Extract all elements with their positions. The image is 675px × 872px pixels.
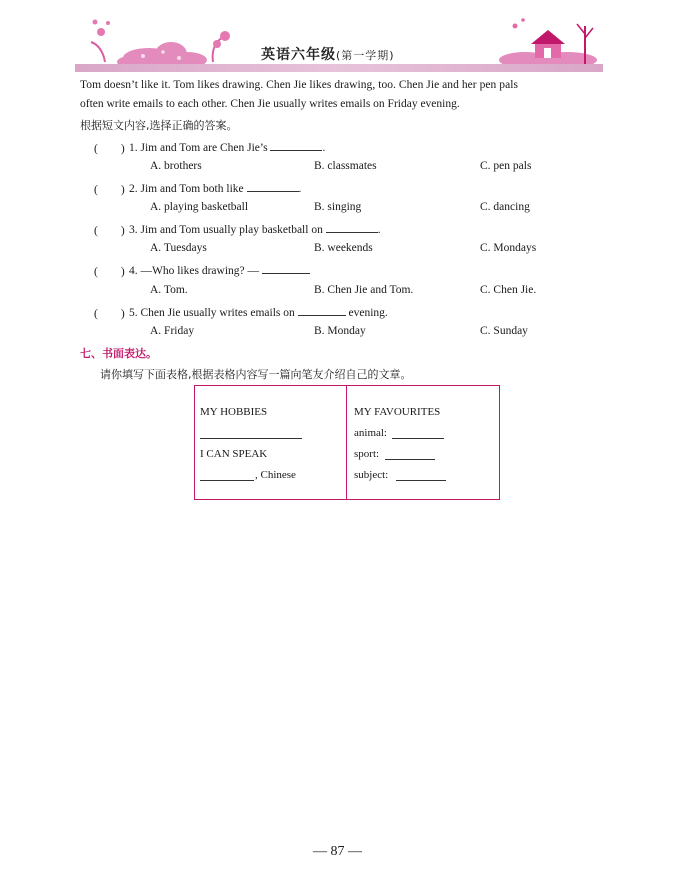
passage-line-2: often write emails to each other. Chen Jie usually writes emails on Friday evening. <box>80 98 460 110</box>
subject-label: subject: <box>354 469 389 481</box>
q3-stem <box>129 222 381 238</box>
q4-blank[interactable] <box>262 263 310 274</box>
sport-label: sport: <box>354 448 380 460</box>
q3-option-a[interactable]: A. Tuesdays <box>150 242 207 254</box>
q1-answer-paren[interactable]: ( ) <box>94 143 125 155</box>
header-title-sub: (第一学期) <box>336 49 395 62</box>
q3-answer-paren[interactable]: ( ) <box>94 225 125 237</box>
q2-stem-text: 2. Jim and Tom both like <box>129 183 244 195</box>
q5-blank[interactable] <box>298 305 346 316</box>
table-column-divider <box>346 385 347 500</box>
q1-option-c[interactable]: C. pen pals <box>480 160 532 172</box>
subject-blank[interactable] <box>396 470 446 481</box>
q4-answer-paren[interactable]: ( ) <box>94 266 125 278</box>
language-blank[interactable] <box>200 470 254 481</box>
q3-option-b[interactable]: B. weekends <box>314 242 373 254</box>
q3-stem-text: 3. Jim and Tom usually play basketball on <box>129 224 323 236</box>
header-band <box>75 64 603 72</box>
q5-answer-paren[interactable]: ( ) <box>94 308 125 320</box>
i-can-speak-label: I CAN SPEAK <box>200 448 268 460</box>
q5-stem <box>129 305 388 321</box>
sport-blank[interactable] <box>385 449 435 460</box>
language-suffix: , Chinese <box>255 469 296 481</box>
q2-option-c[interactable]: C. dancing <box>480 201 530 213</box>
q1-blank[interactable] <box>270 140 322 151</box>
q4-option-c[interactable]: C. Chen Jie. <box>480 284 537 296</box>
page-header <box>75 14 603 76</box>
hobbies-favourites-table <box>194 385 500 500</box>
q2-blank[interactable] <box>247 181 299 192</box>
animal-blank[interactable] <box>392 428 444 439</box>
q2-stem-end: . <box>298 183 302 195</box>
instruction-text: 根据短文内容,选择正确的答案。 <box>80 119 238 132</box>
q2-option-b[interactable]: B. singing <box>314 201 362 213</box>
header-title <box>261 44 395 64</box>
passage-line-1: Tom doesn’t like it. Tom likes drawing. Chen Jie likes drawing, too. Chen Jie and her pen pals <box>80 79 518 91</box>
q4-stem-text: 4. —Who likes drawing? — <box>129 265 259 277</box>
q1-stem <box>129 140 325 156</box>
q1-option-a[interactable]: A. brothers <box>150 160 202 172</box>
q1-option-b[interactable]: B. classmates <box>314 160 377 172</box>
q5-stem-text: 5. Chen Jie usually writes emails on <box>129 307 295 319</box>
q1-stem-end: . <box>322 142 326 154</box>
q5-option-a[interactable]: A. Friday <box>150 325 195 337</box>
q4-option-b[interactable]: B. Chen Jie and Tom. <box>314 284 414 296</box>
q1-stem-text: 1. Jim and Tom are Chen Jie’s <box>129 142 268 154</box>
q3-blank[interactable] <box>326 222 378 233</box>
q2-stem <box>129 181 301 197</box>
q4-option-a[interactable]: A. Tom. <box>150 284 188 296</box>
my-hobbies-title: MY HOBBIES <box>200 406 268 418</box>
q5-option-c[interactable]: C. Sunday <box>480 325 528 337</box>
header-title-main: 英语六年级 <box>261 47 336 63</box>
header-flowers-left-decoration <box>75 14 245 66</box>
q2-option-a[interactable]: A. playing basketball <box>150 201 249 213</box>
q4-stem <box>129 263 310 279</box>
q3-option-c[interactable]: C. Mondays <box>480 242 537 254</box>
header-house-right-decoration <box>495 14 603 66</box>
page-number: — 87 — <box>313 844 362 859</box>
q5-option-b[interactable]: B. Monday <box>314 325 366 337</box>
animal-label: animal: <box>354 427 387 439</box>
section-7-heading: 七、书面表达。 <box>80 347 157 360</box>
q3-stem-end: . <box>377 224 381 236</box>
q5-stem-end: evening. <box>348 307 388 319</box>
hobbies-blank[interactable] <box>200 428 302 439</box>
q2-answer-paren[interactable]: ( ) <box>94 184 125 196</box>
section-7-prompt: 请你填写下面表格,根据表格内容写一篇向笔友介绍自己的文章。 <box>100 368 412 381</box>
my-favourites-title: MY FAVOURITES <box>354 406 441 418</box>
